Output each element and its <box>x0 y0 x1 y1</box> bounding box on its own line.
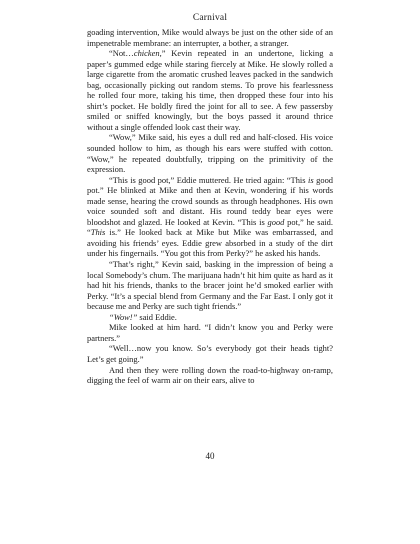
text-span: And then they were rolling down the road-to-highway on-ramp, digging the feel of warm air on their ears, alive to <box>87 364 333 386</box>
text-span: good pot.” He blinked at Mike and then at Kevin, wondering if his words made sense, hearing the crowd sounds as through headphones. His own voice sounded soft and distant. His round teddy bear eyes were bloodshot and glazed. He looked at Kevin. “This is <box>87 174 333 227</box>
body-text <box>87 27 333 386</box>
paragraph <box>87 322 333 343</box>
italic-span: “Wow!” <box>109 311 138 322</box>
italic-span: This <box>90 227 106 238</box>
text-span: is.” He looked back at Mike but Mike was embarrassed, and avoiding his friends’ eyes. Eddie grew absorbed in a study of the dirt under his fingernails. “You got this from Perky?” he asked his hands. <box>87 227 333 259</box>
paragraph <box>87 175 333 259</box>
italic-span: chicken <box>133 48 160 59</box>
italic-span: is <box>308 174 314 185</box>
page-number: 40 <box>205 451 215 461</box>
text-span: ,” Kevin repeated in an undertone, licking a paper’s gummed edge while staring fiercely at Mike. He slowly rolled a large cigarette from the aromatic crushed leaves packed in the sandwich bag, occasionally picking out random stems. To prove his fearlessness he rolled four more, taking his time, then dropped these four into his shirt’s pocket. He boldly fired the joint for all to see. A few passersby smiled or sniffed knowingly, but the boys passed it around thrice without a single offended look cast their way. <box>87 48 333 132</box>
text-span: “Well…now you know. So’s everybody got their heads tight? Let’s get going.” <box>87 343 333 364</box>
text-span: pot,” he said. “ <box>87 216 333 238</box>
paragraph <box>87 48 333 132</box>
paragraph <box>87 312 333 323</box>
paragraph <box>87 365 333 386</box>
paragraph <box>87 27 333 48</box>
text-span: “That’s right,” Kevin said, basking in the impression of being a local Somebody’s chum. The marijuana hadn’t hit him quite as hard as it had hit his friends, thanks to the bracer joint he’d smoked earlier with Perky. “It’s a special blend from Germany and the Far East. I only got it because me and Perky are such tight friends.” <box>87 259 333 312</box>
italic-span: good <box>267 216 285 227</box>
paragraph <box>87 132 333 174</box>
text-span: said Eddie. <box>137 311 177 322</box>
running-title: Carnival <box>192 13 228 23</box>
text-span: “This is good pot,” Eddie muttered. He tried again: “This <box>109 174 309 185</box>
text-span: Mike looked at him hard. “I didn’t know you and Perky were partners.” <box>87 322 333 343</box>
text-span: “Not… <box>109 48 134 59</box>
text-span: goading intervention, Mike would always be just on the other side of an impenetrable membrane: an interrupter, a bother, a stranger. <box>87 27 333 48</box>
paragraph <box>87 343 333 364</box>
text-span: “Wow,” Mike said, his eyes a dull red and half-closed. His voice sounded hollow to him, as though his ears were stuffed with cotton. “Wow,” he repeated doubtfully, tripping on the primitivity of the expression. <box>87 132 333 175</box>
paragraph <box>87 259 333 312</box>
